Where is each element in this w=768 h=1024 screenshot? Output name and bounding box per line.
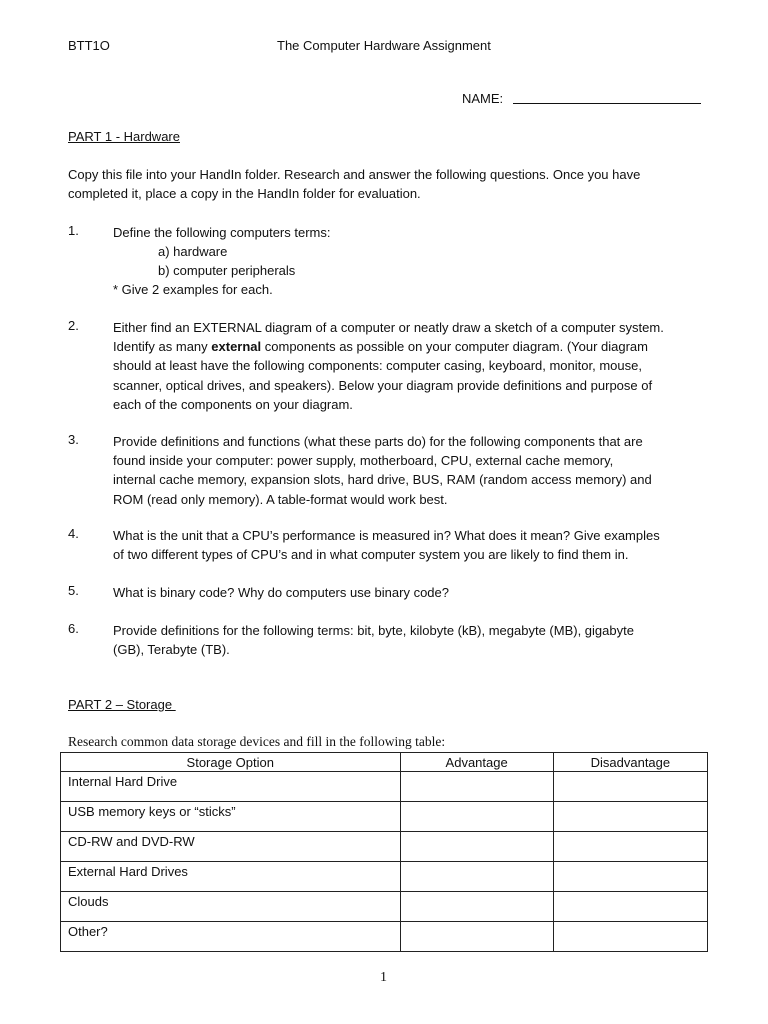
disadvantage-cell[interactable] xyxy=(553,922,707,952)
question-line: found inside your computer: power supply, motherboard, CPU, external cache memory, xyxy=(113,453,614,469)
table-row xyxy=(61,892,708,922)
question-line: should at least have the following components: computer casing, keyboard, monitor, mouse, xyxy=(113,358,642,374)
advantage-cell[interactable] xyxy=(400,862,553,892)
question-number: 5. xyxy=(68,583,79,598)
advantage-cell[interactable] xyxy=(400,892,553,922)
column-header-advantage: Advantage xyxy=(400,753,553,772)
table-header-row xyxy=(61,753,708,772)
question-line: What is binary code? Why do computers use binary code? xyxy=(113,585,450,600)
table-row xyxy=(61,772,708,802)
name-label: NAME: xyxy=(462,91,504,106)
question-number: 6. xyxy=(68,621,79,636)
question-1 xyxy=(113,223,713,242)
question-line: ROM (read only memory). A table-format would work best. xyxy=(113,491,448,507)
table-row xyxy=(61,832,708,862)
disadvantage-cell[interactable] xyxy=(553,892,707,922)
document-title: The Computer Hardware Assignment xyxy=(277,38,491,53)
column-header-disadvantage: Disadvantage xyxy=(553,753,707,772)
question-number: 2. xyxy=(68,318,79,333)
question-line: scanner, optical drives, and speakers). Below your diagram provide definitions and purpose of xyxy=(113,377,653,393)
question-6 xyxy=(113,621,713,659)
question-line: Provide definitions for the following terms: bit, byte, kilobyte (kB), megabyte (MB), gigabyte xyxy=(113,623,634,638)
course-code: BTT1O xyxy=(68,38,110,53)
question-4 xyxy=(113,526,713,564)
question-number: 1. xyxy=(68,223,79,238)
storage-table xyxy=(60,752,708,952)
storage-option-cell: CD-RW and DVD-RW xyxy=(61,832,401,862)
question-line xyxy=(113,337,713,356)
disadvantage-cell[interactable] xyxy=(553,862,707,892)
question-3 xyxy=(113,432,713,509)
table-row xyxy=(61,862,708,892)
part1-heading: PART 1 - Hardware xyxy=(68,129,180,144)
question-line: (GB), Terabyte (TB). xyxy=(113,642,230,658)
question-text: components as possible on your computer diagram. (Your diagram xyxy=(261,339,648,355)
storage-option-cell: Clouds xyxy=(61,892,401,922)
question-line: Either find an EXTERNAL diagram of a computer or neatly draw a sketch of a computer system. xyxy=(113,320,664,335)
part1-intro xyxy=(68,165,708,203)
storage-option-cell: External Hard Drives xyxy=(61,862,401,892)
part2-intro: Research common data storage devices and fill in the following table: xyxy=(68,734,446,749)
page-number: 1 xyxy=(380,970,387,985)
question-line: internal cache memory, expansion slots, hard drive, BUS, RAM (random access memory) and xyxy=(113,472,652,488)
question-number: 4. xyxy=(68,526,79,541)
name-blank-line xyxy=(513,103,701,104)
intro-line: Copy this file into your HandIn folder. Research and answer the following questions. Once you have xyxy=(68,167,641,182)
emphasis-text: external xyxy=(211,339,262,355)
advantage-cell[interactable] xyxy=(400,922,553,952)
advantage-cell[interactable] xyxy=(400,772,553,802)
table-row xyxy=(61,802,708,832)
question-5 xyxy=(113,583,713,602)
storage-option-cell: USB memory keys or “sticks” xyxy=(61,802,401,832)
question-text: Identify as many xyxy=(113,339,212,355)
question-line: What is the unit that a CPU’s performance is measured in? What does it mean? Give examples xyxy=(113,528,660,543)
column-header-storage-option: Storage Option xyxy=(61,753,401,772)
question-line: Define the following computers terms: xyxy=(113,225,331,240)
question-2 xyxy=(113,318,713,414)
storage-option-cell: Other? xyxy=(61,922,401,952)
disadvantage-cell[interactable] xyxy=(553,832,707,862)
disadvantage-cell[interactable] xyxy=(553,772,707,802)
storage-option-cell: Internal Hard Drive xyxy=(61,772,401,802)
part2-heading: PART 2 – Storage xyxy=(68,697,176,712)
question-number: 3. xyxy=(68,432,79,447)
table-row xyxy=(61,922,708,952)
question-1-note: * Give 2 examples for each. xyxy=(113,282,273,297)
disadvantage-cell[interactable] xyxy=(553,802,707,832)
question-1-sub-a: a) hardware xyxy=(158,244,228,259)
advantage-cell[interactable] xyxy=(400,832,553,862)
question-1-sub-b: b) computer peripherals xyxy=(158,263,296,278)
question-line: each of the components on your diagram. xyxy=(113,396,353,412)
advantage-cell[interactable] xyxy=(400,802,553,832)
question-line: of two different types of CPU’s and in what computer system you are likely to find them in. xyxy=(113,547,629,563)
intro-line: completed it, place a copy in the HandIn folder for evaluation. xyxy=(68,186,421,202)
question-line: Provide definitions and functions (what these parts do) for the following components that are xyxy=(113,434,643,449)
